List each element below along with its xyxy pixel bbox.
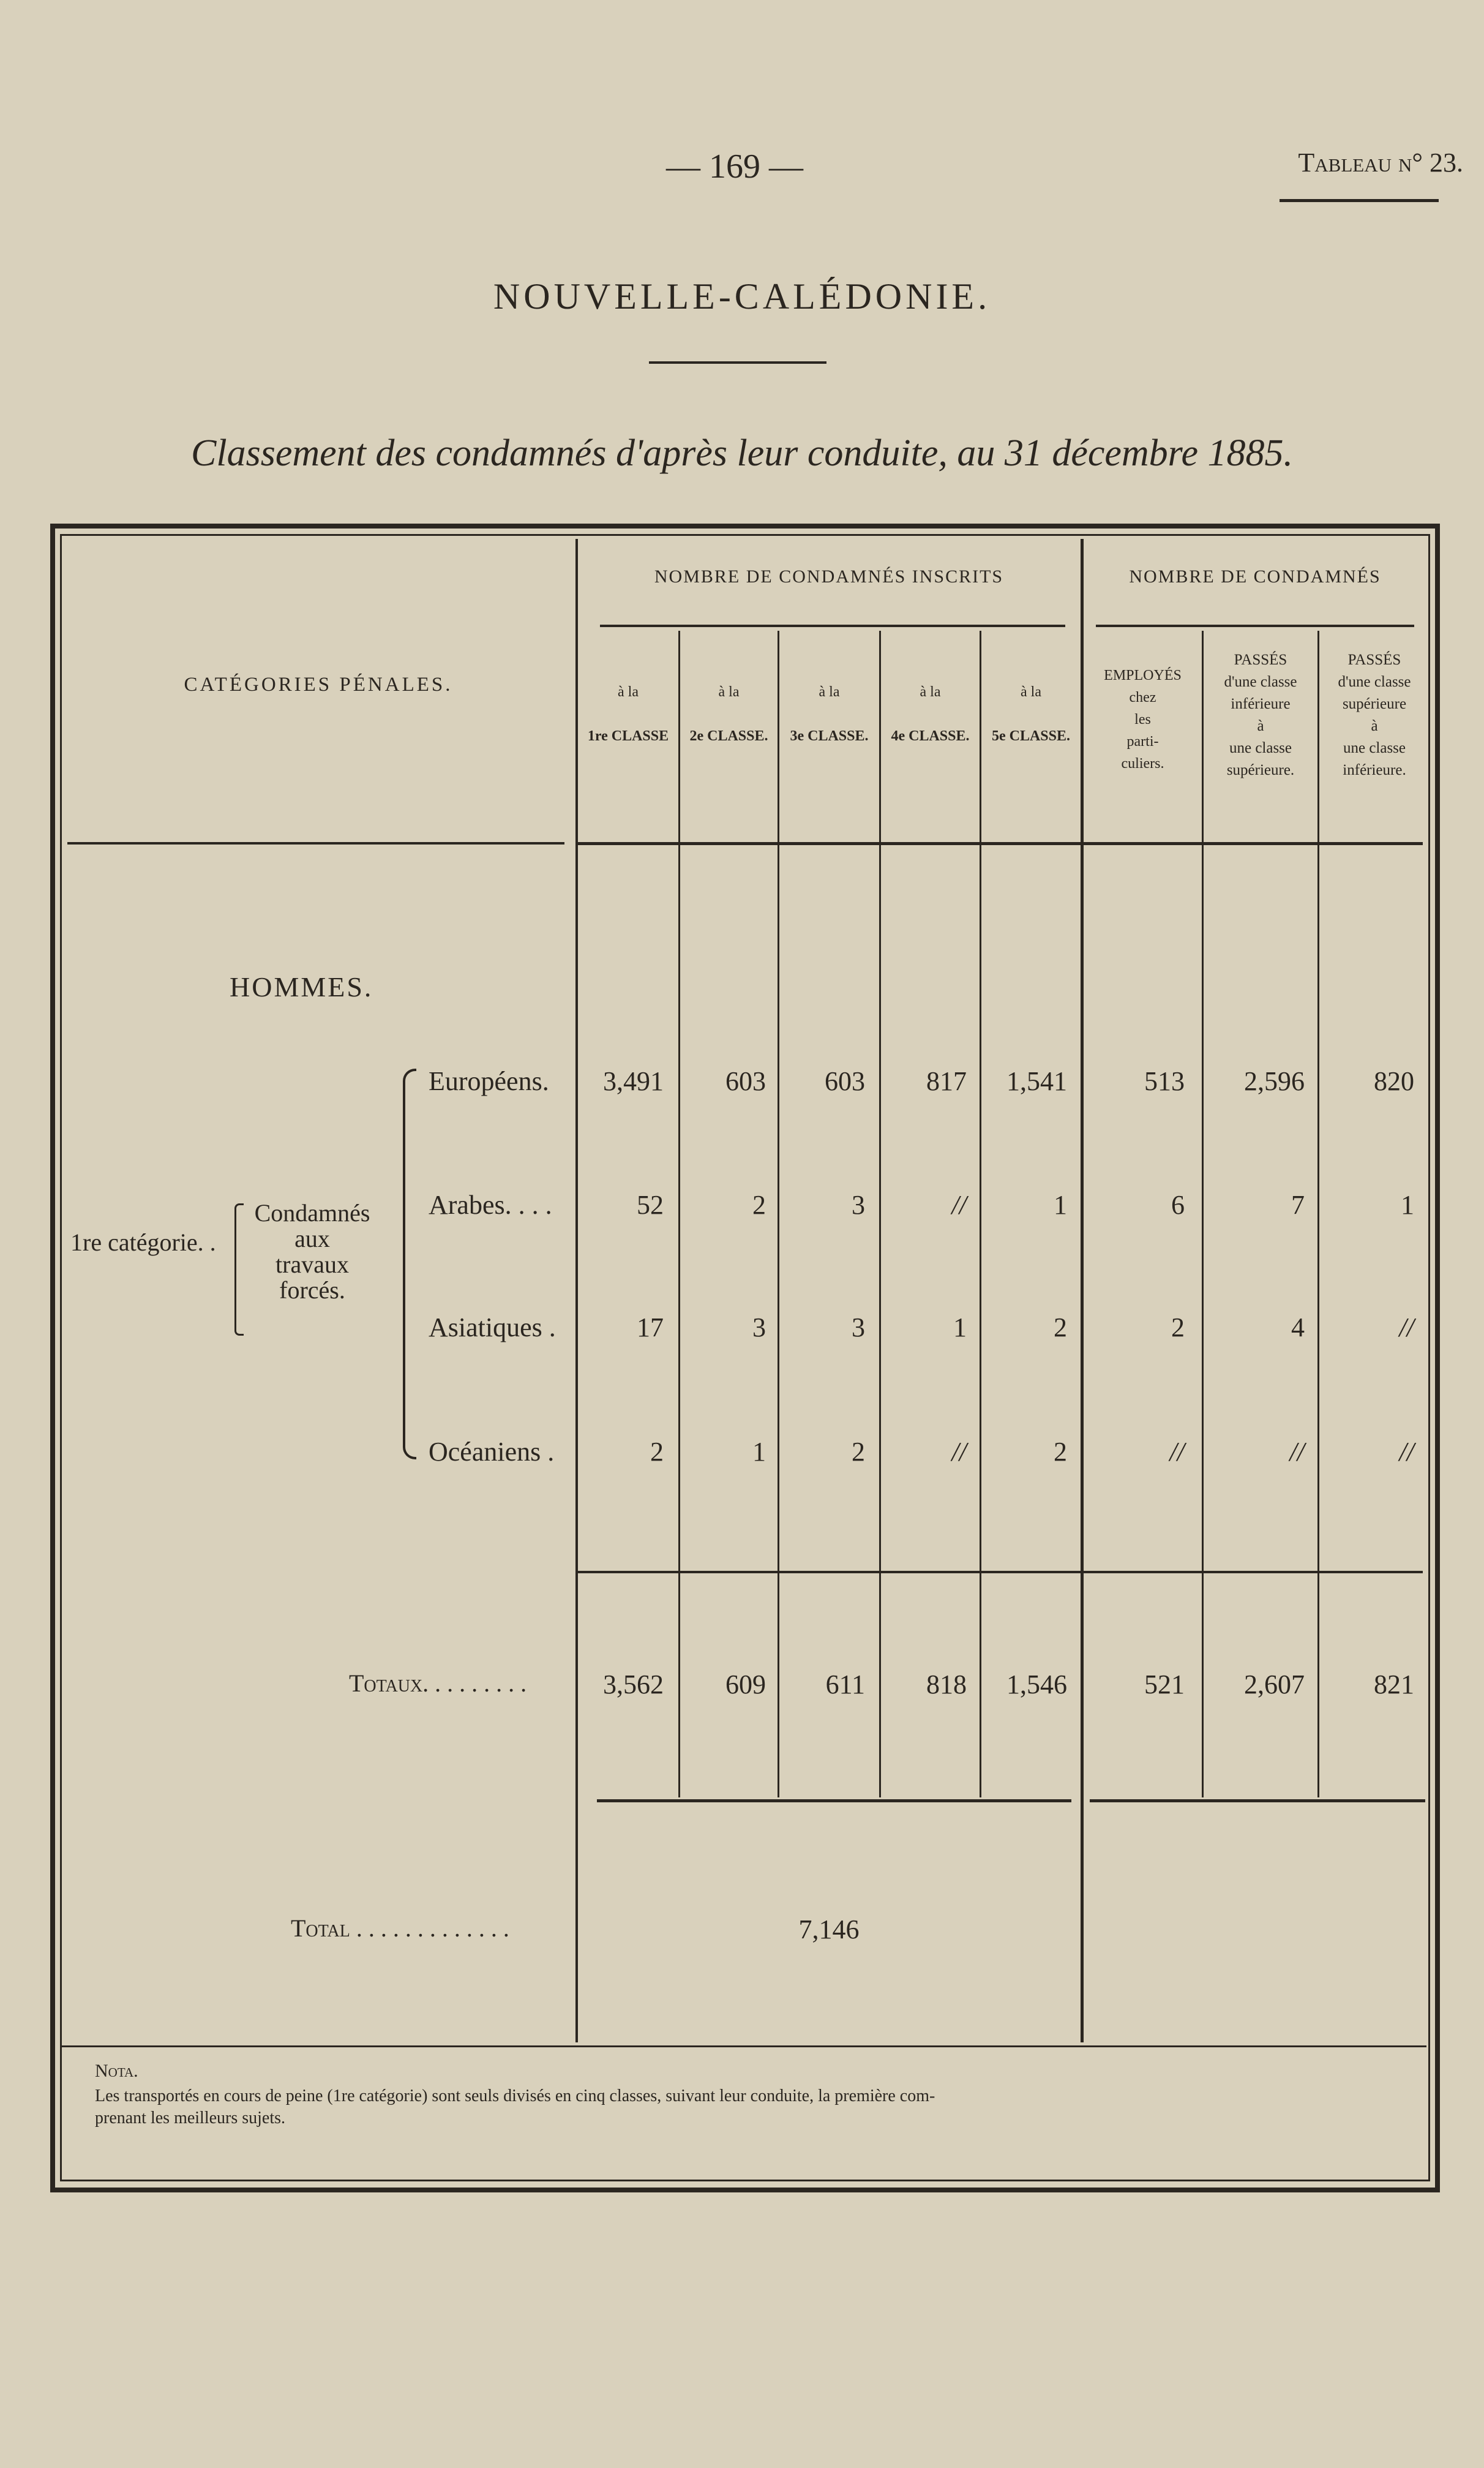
- group-inscrits-header: NOMBRE DE CONDAMNÉS INSCRITS: [654, 566, 1004, 587]
- row-label-asiatiques: Asiatiques .: [429, 1312, 556, 1342]
- cell: 2: [852, 1437, 865, 1467]
- col-class-5-header: [981, 680, 1081, 748]
- cell: 1: [752, 1437, 766, 1467]
- total-value: 7,146: [798, 1914, 860, 1944]
- total-cell: 3,562: [603, 1669, 664, 1699]
- col-class-1-top: à la: [618, 684, 639, 700]
- page-number: — 169 —: [666, 148, 803, 186]
- col-passes-sup-header: PASSÉS d'une classe supérieure à une classe inférieure.: [1338, 652, 1411, 778]
- total-cell: 611: [825, 1669, 865, 1699]
- group-label: Condamnés aux travaux forcés.: [254, 1199, 370, 1304]
- row-label-oceaniens: Océaniens .: [429, 1437, 555, 1467]
- cell: //: [951, 1437, 967, 1467]
- col-class-3-bottom: 3e CLASSE.: [790, 728, 869, 744]
- col-class-2-bottom: 2e CLASSE.: [689, 728, 768, 744]
- col-passes-inf-header: PASSÉS d'une classe inférieure à une classe supérieure.: [1224, 652, 1297, 778]
- cell: 3: [752, 1312, 766, 1342]
- title-rule: [649, 361, 826, 364]
- total-cell: 609: [725, 1669, 766, 1699]
- totaux-top-rule: [578, 1571, 1423, 1573]
- category-bracket: [234, 1203, 244, 1336]
- cell: 820: [1374, 1066, 1414, 1096]
- cell: 4: [1291, 1312, 1305, 1342]
- totaux-label: Totaux. . . . . . . . .: [349, 1669, 527, 1697]
- cell: 52: [637, 1190, 664, 1220]
- col-class-3-top: à la: [819, 684, 840, 700]
- cell: 2: [1054, 1437, 1067, 1467]
- cell: 3: [852, 1312, 865, 1342]
- group-condamnes-rule: [1096, 625, 1414, 627]
- cell: 2: [1054, 1312, 1067, 1342]
- categories-header-rule: [67, 842, 564, 845]
- row-label-europeens: Européens.: [429, 1066, 549, 1096]
- col-class-5-bottom: 5e CLASSE.: [991, 728, 1071, 744]
- total-cell: 521: [1144, 1669, 1185, 1699]
- row-label-arabes: Arabes. . . .: [429, 1190, 552, 1220]
- col-class-1-bottom: 1re CLASSE: [587, 728, 669, 744]
- cell: 3: [852, 1190, 865, 1220]
- cell: 6: [1171, 1190, 1185, 1220]
- nota-text: Les transportés en cours de peine (1re catégorie) sont seuls divisés en cinq classes, suivant leur conduite, la première com- prenant les meilleurs sujets.: [95, 2086, 935, 2128]
- col-class-2-top: à la: [718, 684, 740, 700]
- cell: //: [1399, 1437, 1414, 1467]
- total-brace-rule: [597, 1799, 1071, 1802]
- cell: 7: [1291, 1190, 1305, 1220]
- total-label: Total . . . . . . . . . . . . .: [291, 1914, 509, 1942]
- cell: 1: [953, 1312, 967, 1342]
- header-bottom-rule: [578, 842, 1423, 845]
- total-cell: 2,607: [1244, 1669, 1305, 1699]
- cell: 1: [1401, 1190, 1414, 1220]
- cell: 2,596: [1244, 1066, 1305, 1096]
- page-title: NOUVELLE-CALÉDONIE.: [493, 276, 991, 317]
- col-class-1-header: [578, 680, 678, 748]
- total-cell: 821: [1374, 1669, 1414, 1699]
- nota-label: Nota.: [95, 2061, 138, 2081]
- col-class-3-header: [779, 680, 879, 748]
- cell: 2: [650, 1437, 664, 1467]
- cell: 1: [1054, 1190, 1067, 1220]
- total-cell: 818: [926, 1669, 967, 1699]
- section-hommes: HOMMES.: [230, 971, 373, 1003]
- rows-brace: [403, 1069, 416, 1459]
- cell: //: [1289, 1437, 1305, 1467]
- divider-categories: [575, 539, 578, 2042]
- page-subtitle: Classement des condamnés d'après leur conduite, au 31 décembre 1885.: [190, 432, 1294, 474]
- cell: 3,491: [603, 1066, 664, 1096]
- cell: 2: [1171, 1312, 1185, 1342]
- col-class-5-top: à la: [1021, 684, 1041, 700]
- total-right-rule: [1090, 1799, 1425, 1802]
- cell: 17: [637, 1312, 664, 1342]
- tableau-number: Tableau n° 23.: [1298, 148, 1463, 178]
- categories-header: CATÉGORIES PÉNALES.: [184, 674, 453, 696]
- cell: 2: [752, 1190, 766, 1220]
- cell: //: [951, 1190, 967, 1220]
- nota-top-rule: [61, 2045, 1426, 2047]
- category-label: 1re catégorie. .: [70, 1228, 216, 1256]
- total-cell: 1,546: [1006, 1669, 1067, 1699]
- col-class-4-bottom: 4e CLASSE.: [891, 728, 970, 744]
- col-class-4-top: à la: [920, 684, 941, 700]
- col-employes-header: EMPLOYÉS chez les parti- culiers.: [1104, 668, 1182, 772]
- col-class-2-header: [680, 680, 778, 748]
- col-class-4-header: [881, 680, 980, 748]
- cell: 603: [725, 1066, 766, 1096]
- cell: 513: [1144, 1066, 1185, 1096]
- cell: //: [1399, 1312, 1414, 1342]
- group-inscrits-rule: [600, 625, 1065, 627]
- group-condamnes-header: NOMBRE DE CONDAMNÉS: [1129, 566, 1381, 587]
- cell: 603: [825, 1066, 865, 1096]
- cell: 817: [926, 1066, 967, 1096]
- cell: 1,541: [1006, 1066, 1067, 1096]
- cell: //: [1169, 1437, 1185, 1467]
- tableau-underline: [1280, 199, 1439, 202]
